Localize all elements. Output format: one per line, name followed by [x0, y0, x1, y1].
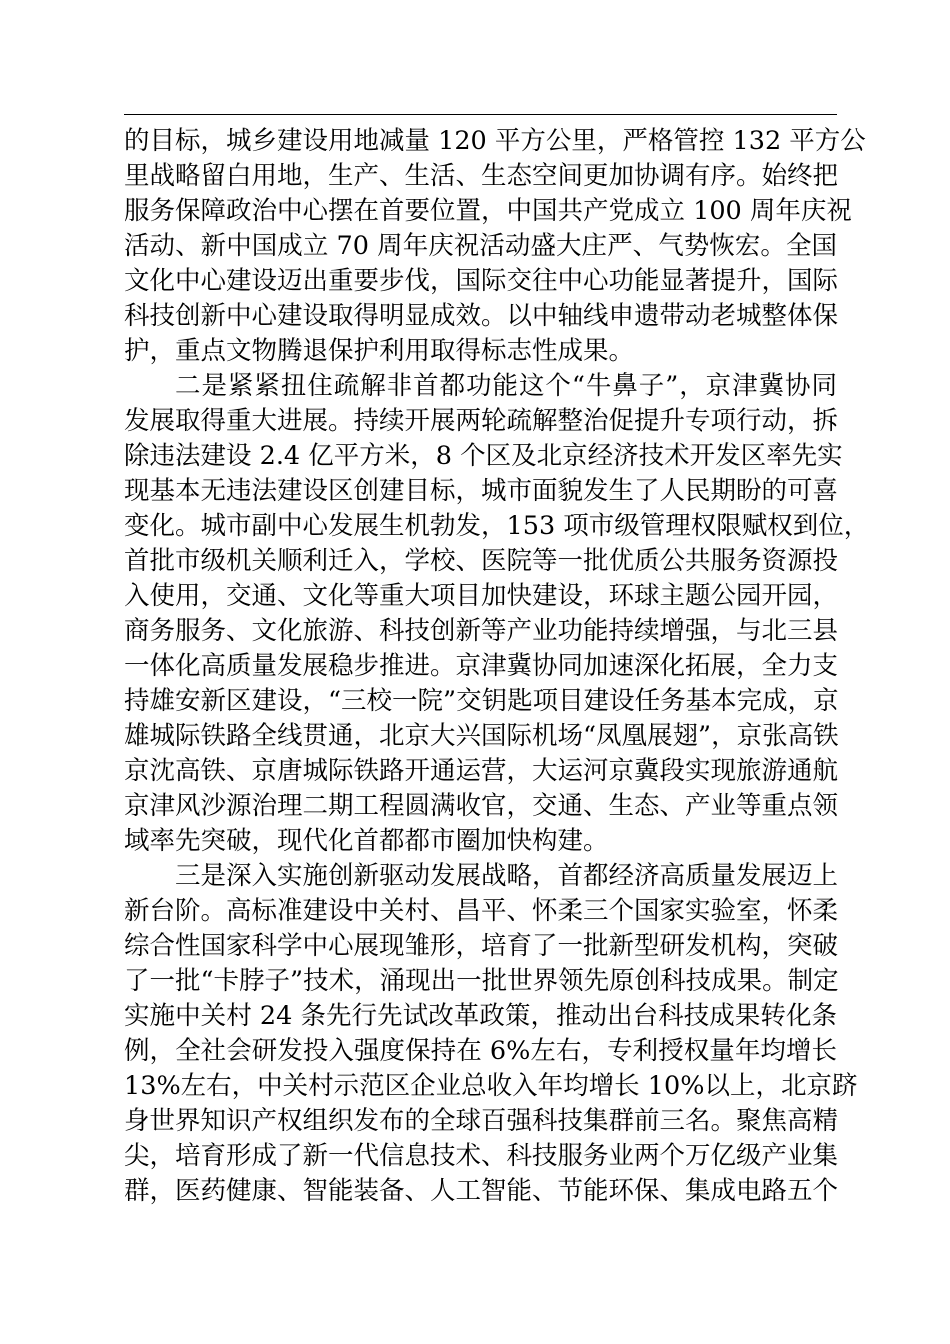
text-line: 首批市级机关顺利迁入，学校、医院等一批优质公共服务资源投 [124, 546, 839, 576]
text-line: 活动、新中国成立 70 周年庆祝活动盛大庄严、气势恢宏。全国 [124, 231, 837, 261]
text-line: 变化。城市副中心发展生机勃发，153 项市级管理权限赋权到位， [124, 511, 870, 541]
text-line: 发展取得重大进展。持续开展两轮疏解整治促提升专项行动，拆 [124, 406, 839, 436]
text-line: 科技创新中心建设取得明显成效。以中轴线申遗带动老城整体保 [124, 301, 839, 331]
text-line: 二是紧紧扭住疏解非首都功能这个“牛鼻子”，京津冀协同 [175, 371, 837, 401]
text-line: 实施中关村 24 条先行先试改革政策，推动出台科技成果转化条 [124, 1001, 837, 1031]
header-rule [124, 114, 837, 115]
text-line: 京沈高铁、京唐城际铁路开通运营，大运河京冀段实现旅游通航 [124, 756, 839, 786]
paragraph-2 [124, 369, 870, 859]
text-line: 身世界知识产权组织发布的全球百强科技集群前三名。聚焦高精 [124, 1106, 839, 1136]
text-line: 新台阶。高标准建设中关村、昌平、怀柔三个国家实验室，怀柔 [124, 896, 839, 926]
text-line: 入使用，交通、文化等重大项目加快建设，环球主题公园开园， [124, 581, 839, 611]
text-line: 13%左右，中关村示范区企业总收入年均增长 10%以上，北京跻 [124, 1071, 858, 1101]
text-line: 里战略留白用地，生产、生活、生态空间更加协调有序。始终把 [124, 161, 839, 191]
text-line: 例，全社会研发投入强度保持在 6%左右，专利授权量年均增长 [124, 1036, 837, 1066]
text-line: 域率先突破，现代化首都都市圈加快构建。 [124, 826, 609, 856]
paragraph-1 [124, 124, 866, 369]
text-line: 现基本无违法建设区创建目标，城市面貌发生了人民期盼的可喜 [124, 476, 839, 506]
text-line: 一体化高质量发展稳步推进。京津冀协同加速深化拓展，全力支 [124, 651, 839, 681]
text-line: 了一批“卡脖子”技术，涌现出一批世界领先原创科技成果。制定 [124, 966, 839, 996]
text-line: 文化中心建设迈出重要步伐，国际交往中心功能显著提升，国际 [124, 266, 839, 296]
text-line: 三是深入实施创新驱动发展战略，首都经济高质量发展迈上 [175, 861, 839, 891]
text-line: 的目标，城乡建设用地减量 120 平方公里，严格管控 132 平方公 [124, 126, 866, 156]
text-line: 京津风沙源治理二期工程圆满收官，交通、生态、产业等重点领 [124, 791, 839, 821]
text-line: 商务服务、文化旅游、科技创新等产业功能持续增强，与北三县 [124, 616, 839, 646]
text-line: 服务保障政治中心摆在首要位置，中国共产党成立 100 周年庆祝 [124, 196, 852, 226]
paragraph-3 [124, 859, 858, 1209]
text-line: 持雄安新区建设，“三校一院”交钥匙项目建设任务基本完成，京 [124, 686, 839, 716]
text-line: 综合性国家科学中心展现雏形，培育了一批新型研发机构，突破 [124, 931, 839, 961]
document-body [124, 124, 870, 1209]
text-line: 群，医药健康、智能装备、人工智能、节能环保、集成电路五个 [124, 1176, 839, 1206]
text-line: 护，重点文物腾退保护利用取得标志性成果。 [124, 336, 635, 366]
text-line: 尖，培育形成了新一代信息技术、科技服务业两个万亿级产业集 [124, 1141, 839, 1171]
text-line: 除违法建设 2.4 亿平方米，8 个区及北京经济技术开发区率先实 [124, 441, 843, 471]
text-line: 雄城际铁路全线贯通，北京大兴国际机场“凤凰展翅”，京张高铁 [124, 721, 839, 751]
